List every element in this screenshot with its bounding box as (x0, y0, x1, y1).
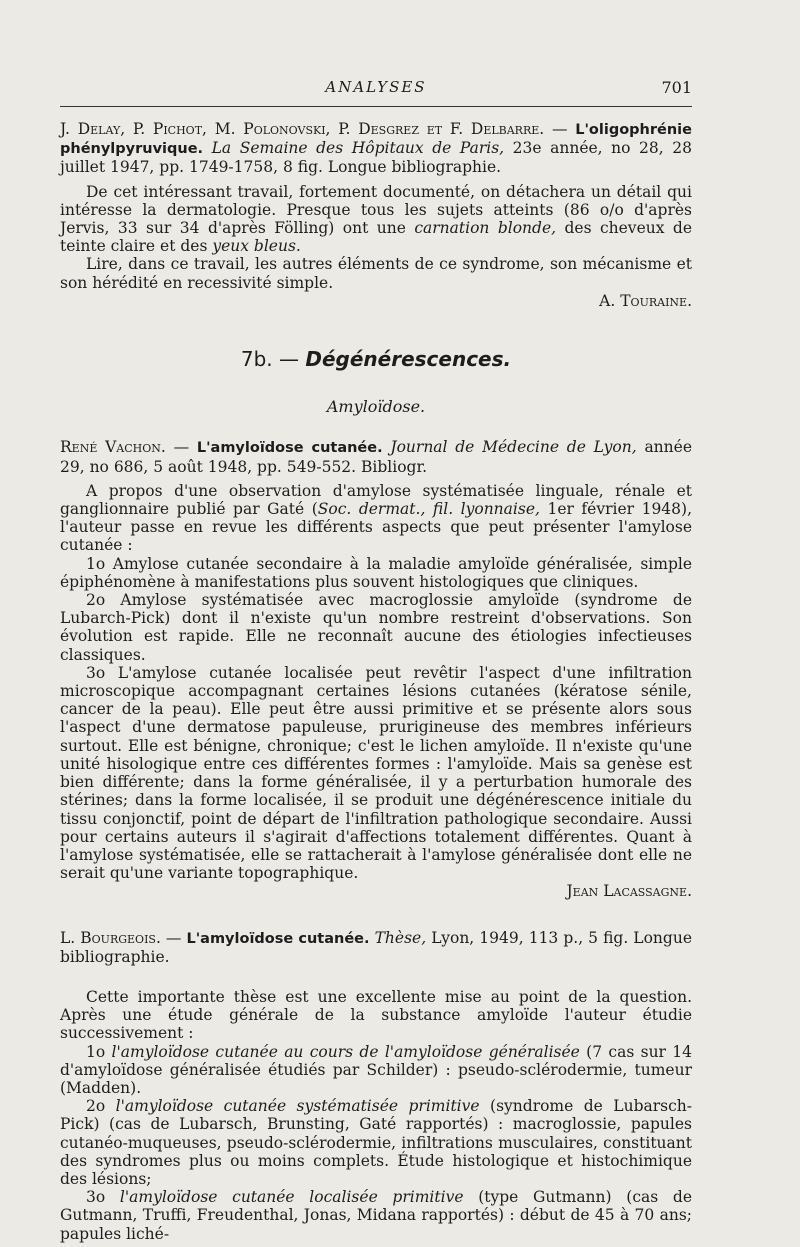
article1-p1-emphasis-1: carnation blonde, (414, 219, 557, 238)
article1-signature: A. Touraine. (599, 291, 692, 310)
article3-p3-emphasis: l'amyloïdose cutanée systématisée primitive (115, 1097, 480, 1116)
article2-reference (60, 438, 692, 475)
article2-p1-emphasis: Soc. dermat., fil. lyonnaise, (317, 500, 540, 519)
article3-journal: Thèse, (374, 928, 427, 947)
article1-p1-emphasis-2: yeux bleus. (212, 237, 301, 256)
article3-p2-emphasis: l'amyloïdose cutanée au cours de l'amyloïdose généralisée (111, 1042, 580, 1061)
section-number: 7b. — (240, 347, 299, 372)
subsection-heading: Amyloïdose. (326, 397, 426, 417)
article2-journal: Journal de Médecine de Lyon, (390, 438, 637, 457)
page-number: 701 (661, 78, 692, 97)
section-heading (60, 347, 692, 372)
article1-title: L'oligophrénie phénylpyruvique. (60, 122, 692, 158)
article2-p1-text-b: 1er février 1948), l'auteur passe en revue les différents aspects que peut présenter l'amylose cutanée : (60, 500, 692, 555)
article1-paragraph-1 (60, 183, 692, 256)
article2-authors: René Vachon. — (60, 438, 190, 457)
article3-citation: Lyon, 1949, 113 p., 5 fig. Longue bibliographie. (60, 928, 692, 966)
article2-citation: année 29, no 686, 5 août 1948, pp. 549-552. Bibliogr. (60, 438, 692, 476)
page-content (60, 120, 692, 1243)
article1-p1-text-b: des cheveux de teinte claire et des (60, 219, 692, 256)
article2-paragraph-1 (60, 482, 692, 555)
article2-paragraph-2: 1o Amylose cutanée secondaire à la maladie amyloïde généralisée, simple épiphénomène à manifestations plus souvent histologiques que cliniques. (60, 554, 692, 591)
article3-p2-text: (7 cas sur 14 d'amyloïdose généralisée étudiés par Schilder) : pseudo-sclérodermie, tumeur (Madden). (60, 1042, 693, 1097)
article2-paragraph-4: 3o L'amylose cutanée localisée peut revêtir l'aspect d'une infiltration microscopique accompagnant certaines lésions cutanées (kératose sénile, cancer de la peau). Elle peut être aussi primitive et se présente alors sous l'aspect d'une dermatose papuleuse, prurigineuse des membres inférieurs surtout. Elle est bénigne, chronique; c'est le lichen amyloïde. Il n'existe qu'une unité hisologique entre ces différentes formes : l'amyloïde. Mais sa genèse est bien différente; dans la forme généralisée, il y a perturbation humorale des stérines; dans la forme localisée, il se produit une dégénérescence initiale du tissu conjonctif, point de départ de l'infiltration pathologique secondaire. Aussi pour certains auteurs il s'agirait d'affections totalement différentes. Quant à l'amylose systématisée, elle se rattacherait à l'amylose généralisée dont elle ne serait qu'une variante topographique. (60, 663, 692, 883)
article3-paragraph-4 (60, 1188, 692, 1243)
running-title: ANALYSES (325, 78, 427, 96)
spacer (60, 901, 692, 929)
article3-title: L'amyloïdose cutanée. (186, 930, 370, 947)
page-header (60, 78, 692, 108)
article2-title: L'amyloïdose cutanée. (196, 440, 383, 457)
article3-paragraph-2 (60, 1043, 692, 1098)
article3-p3-number: 2o (86, 1097, 116, 1116)
article3-p3-text: (syndrome de Lubarsch-Pick) (cas de Lubarsch, Brunsting, Gaté rapportés) : macroglossie, papules cutanéo-muqueuses, pseudo-sclérodermie, infiltrations musculaires, constituant des syndromes plus ou moins complets. Étude histologique et histochimique des lésions; (60, 1097, 693, 1188)
article3-paragraph-3 (60, 1097, 692, 1188)
section-title: Dégénérescences. (305, 347, 512, 372)
article1-paragraph-2: Lire, dans ce travail, les autres éléments de ce syndrome, son mécanisme et son hérédité en recessivité simple. (60, 255, 692, 292)
article3-p4-emphasis: l'amyloïdose cutanée localisée primitive (119, 1188, 464, 1207)
article2-signature: Jean Lacassagne. (566, 882, 692, 901)
article1-journal: La Semaine des Hôpitaux de Paris, (211, 139, 505, 158)
article3-p4-text: (type Gutmann) (cas de Gutmann, Truffi, Freudenthal, Jonas, Midana rapportés) : début de 45 à 70 ans; papules liché- (60, 1188, 692, 1243)
header-rule (60, 106, 692, 107)
article3-p4-number: 3o (86, 1188, 120, 1207)
article1-p1-text-a: De cet intéressant travail, fortement documenté, on détachera un détail qui intéresse la dermatologie. Presque tous les sujets atteints (86 o/o d'après Jervis, 33 sur 34 d'après Fölling) ont une (60, 182, 692, 238)
spacer (60, 972, 692, 988)
article2-p1-text-a: A propos d'une observation d'amylose systématisée linguale, rénale et ganglionnaire publié par Gaté ( (60, 481, 692, 519)
article3-reference (60, 929, 692, 966)
article3-p2-number: 1o (86, 1042, 112, 1061)
article3-authors: L. Bourgeois. — (60, 928, 182, 947)
article1-authors: J. Delay, P. Pichot, M. Polonovski, P. Desgrez et F. Delbarre. (60, 120, 545, 138)
article2-paragraph-3: 2o Amylose systématisée avec macroglossie amyloïde (syndrome de Lubarch-Pick) dont il n'existe qu'un nombre restreint d'observations. Son évolution est rapide. Elle ne reconnaît aucune des étiologies infectieuses classiques. (60, 591, 692, 664)
article1-reference: J. Delay, P. Pichot, M. Polonovski, P. Desgrez et F. Delbarre. — L'oligophrénie phénylpyruvique. La Semaine des Hôpitaux de Paris, 23e année, no 28, 28 juillet 1947, pp. 1749-1758, 8 fig. Longue bibliographie. (60, 120, 692, 177)
article3-paragraph-1: Cette importante thèse est une excellente mise au point de la question. Après une étude générale de la substance amyloïde l'auteur étudie successivement : (60, 987, 692, 1043)
article1-citation: 23e année, no 28, 28 juillet 1947, pp. 1749-1758, 8 fig. Longue bibliographie. (60, 139, 692, 177)
